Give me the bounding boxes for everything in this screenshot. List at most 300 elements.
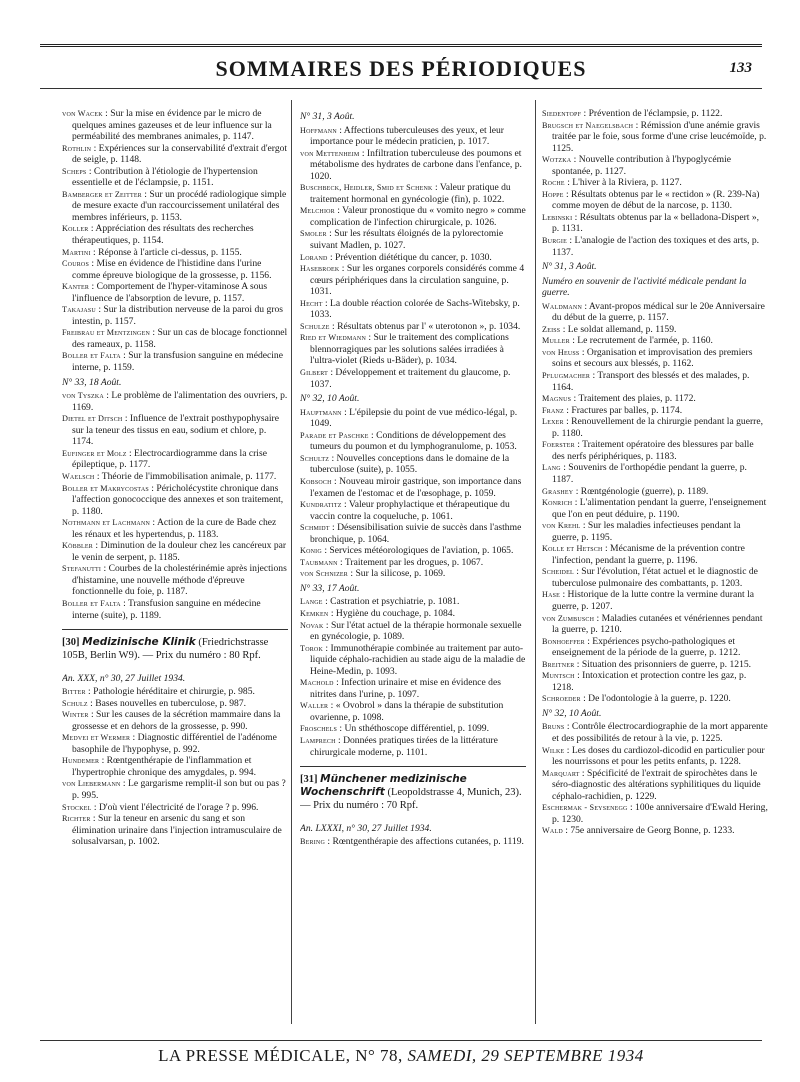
entry-authors: Couros <box>62 259 89 269</box>
entry-title: : Traitement des plaies, p. 1172. <box>571 393 696 405</box>
entry-title: : Sur les maladies infectieuses pendant la guerre, p. 1195. <box>552 520 741 543</box>
entry-authors: Freibrau et Mentzingen <box>62 328 150 338</box>
entry-authors: Foerster <box>542 440 575 450</box>
columns <box>62 108 774 1033</box>
article-entry <box>542 670 768 693</box>
entry-title: : Rœntgenthérapie des affections cutanées, p. 1119. <box>325 836 524 848</box>
entry-title: : La double réaction colorée de Sachs-Witebsky, p. 1033. <box>310 297 520 321</box>
entry-title: : Sur la distribution nerveuse de la paroi du gros intestin, p. 1157. <box>72 304 283 327</box>
article-entry <box>300 499 526 522</box>
entry-title: : Expériences sur la conservabilité d'extrait d'ergot de seigle, p. 1148. <box>72 142 288 166</box>
entry-title: : Résultats obtenus par l' « uterotonon », p. 1034. <box>329 320 521 332</box>
entry-title: : Prévention de l'éclampsie, p. 1122. <box>581 108 723 119</box>
article-entry <box>542 301 768 324</box>
article-entry <box>300 148 526 183</box>
article-entry <box>542 120 768 155</box>
article-entry <box>62 350 288 373</box>
entry-authors: Roche <box>542 178 565 188</box>
entry-authors: von Zumbusch <box>542 613 595 623</box>
entry-title: : Castration et psychiatrie, p. 1081. <box>322 596 460 608</box>
article-entry <box>542 659 768 671</box>
article-entry <box>300 321 526 333</box>
entry-authors: Eufinger et Molz <box>62 448 127 458</box>
entry-authors: Richter <box>62 814 91 824</box>
entry-title: : Sur les résultats éloignés de la pylorectomie suivant Madlen, p. 1027. <box>310 228 504 252</box>
article-entry <box>300 125 526 148</box>
entry-title: : Sur la transfusion sanguine en médecine interne, p. 1159. <box>72 350 283 374</box>
issue-heading: An. LXXXI, n° 30, 27 Juillet 1934. <box>300 822 432 834</box>
entry-authors: von Liebermann <box>62 779 121 789</box>
entry-authors: Smoler <box>300 229 327 239</box>
issue-heading: N° 32, 10 Août. <box>300 393 360 405</box>
entry-title: : Bases nouvelles en tuberculose, p. 987. <box>87 697 247 709</box>
entry-title: : Sur les organes corporels considérés comme 4 cœurs périphériques dans la circulation sanguine, p. 1031. <box>310 263 525 298</box>
article-entry <box>542 416 768 439</box>
article-entry <box>62 517 288 540</box>
article-entry <box>542 370 768 393</box>
entry-title: : Fractures par balles, p. 1174. <box>563 404 683 416</box>
entry-title: : Courbes de la cholestérinémie après injections d'histamine, une nouvelle méthode d'épreuve fonctionnelle du foie, p. 1187. <box>72 563 287 598</box>
entry-authors: Koller <box>62 224 89 234</box>
article-entry <box>542 825 768 837</box>
article-entry <box>542 745 768 768</box>
entry-authors: Froschels <box>300 724 338 734</box>
journal-number: [31] <box>300 774 321 786</box>
entry-authors: Schulze <box>300 321 330 331</box>
article-entry <box>542 497 768 520</box>
article-entry <box>300 407 526 430</box>
entry-authors: Kolle et Hetsch <box>542 544 603 554</box>
entry-authors: Konrich <box>542 498 573 508</box>
article-entry <box>62 247 288 259</box>
entry-authors: Lexer <box>542 417 564 427</box>
entry-authors: Konig <box>300 546 322 556</box>
article-entry <box>62 698 288 710</box>
entry-authors: Waldmann <box>542 301 582 311</box>
entry-title: : Développement et traitement du glaucome, p. 1037. <box>310 367 511 390</box>
entry-title: : Conditions de développement des tumeurs du poumon et du lymphogranulome, p. 1053. <box>310 429 517 453</box>
entry-authors: Gilbert <box>300 368 328 378</box>
entry-title: : Sur un procédé radiologique simple de mesure exacte d'un raccourcissement unilatéral des membres inférieurs, p. 1153. <box>72 188 287 223</box>
entry-title: : Traitement opératoire des blessures par balle des nerfs périphériques, p. 1183. <box>552 439 754 462</box>
article-entry <box>300 522 526 545</box>
entry-title: : Action de la cure de Bade chez les rénaux et les hypertendus, p. 1183. <box>72 517 277 540</box>
entry-authors: Wald <box>542 826 563 836</box>
entry-authors: Buschbeck, Heidler, Smid et Schenk <box>300 183 433 193</box>
article-entry <box>300 332 526 367</box>
entry-title: : Nouveau miroir gastrique, son importance dans l'examen de l'estomac et de l'œsophage, p. 1059. <box>310 475 522 499</box>
issue-heading: N° 33, 18 Août. <box>62 376 122 388</box>
entry-authors: Schulz <box>62 698 88 708</box>
entry-title: : Le gargarisme remplit-il son but ou pas ? p. 995. <box>72 778 286 802</box>
entry-title: : Sur l'état actuel de la thérapie hormonale sexuelle en gynécologie, p. 1089. <box>310 619 522 643</box>
entry-authors: Brugsch et Naegelsbach <box>542 120 634 130</box>
article-entry <box>62 755 288 778</box>
article-entry <box>62 327 288 350</box>
article-entry <box>300 557 526 569</box>
entry-authors: Medvei et Wermer <box>62 733 131 743</box>
entry-authors: Wilke <box>542 745 565 755</box>
entry-authors: Kobsoch <box>300 476 332 486</box>
page-header <box>40 56 762 86</box>
journal-section-heading <box>62 629 288 662</box>
article-entry <box>300 735 526 758</box>
article-entry <box>62 390 288 413</box>
header-rule <box>40 88 762 89</box>
article-entry <box>542 177 768 189</box>
article-entry <box>62 709 288 732</box>
entry-title: : « Ovobrol » dans la thérapie de substitution ovarienne, p. 1098. <box>310 700 504 723</box>
page-title: SOMMAIRES DES PÉRIODIQUES <box>215 56 587 81</box>
column-left <box>62 108 288 1033</box>
entry-title: : Sur la teneur en arsenic du sang et son élimination urinaire dans l'injection intramusculaire de solusalvarsan, p. 1002. <box>72 813 282 848</box>
article-entry <box>62 540 288 563</box>
article-entry <box>62 448 288 471</box>
entry-title: : Le problème de l'alimentation des ouvriers, p. 1169. <box>72 390 288 413</box>
entry-authors: Muntsch <box>542 671 575 681</box>
entry-authors: Hecht <box>300 298 323 308</box>
entry-authors: Schultz <box>300 453 330 463</box>
article-entry <box>542 324 768 336</box>
article-entry <box>62 413 288 448</box>
entry-authors: Burgie <box>542 236 567 246</box>
entry-authors: Bering <box>300 837 325 847</box>
entry-authors: Dietel et Ditsch <box>62 414 123 424</box>
column-right <box>542 108 768 1033</box>
article-entry <box>62 223 288 246</box>
entry-title: : Immunothérapie combinée au traitement par auto-liquide céphalo-rachidien au stade aigu de la maladie de Heine-Medin, p. 1093. <box>310 642 526 677</box>
article-entry <box>542 589 768 612</box>
article-entry <box>62 258 288 281</box>
entry-title: : Rœntgenthérapie de l'inflammation et l'hypertrophie chronique des amygdales, p. 994. <box>72 755 256 778</box>
article-entry <box>300 430 526 453</box>
entry-title: : Les doses du cardiozol-dicodid en particulier pour les nourrissons et pour les petits enfants, p. 1228. <box>552 744 765 768</box>
entry-title: : Rœntgénologie (guerre), p. 1189. <box>573 485 709 497</box>
article-entry <box>62 143 288 166</box>
entry-title: : L'analogie de l'action des toxiques et des arts, p. 1137. <box>552 235 760 258</box>
article-entry <box>62 563 288 598</box>
entry-title: : Renouvellement de la chirurgie pendant la guerre, p. 1180. <box>552 416 764 439</box>
entry-title: : Spécificité de l'extrait de spirochètes dans le séro-diagnostic des altérations syphilitiques du liquide céphalo-rachidien, p. 1229. <box>552 767 761 802</box>
article-entry <box>62 304 288 327</box>
article-entry <box>542 693 768 705</box>
issue-heading: N° 31, 3 Août. <box>300 111 355 122</box>
entry-title: : Le recrutement de l'armée, p. 1160. <box>569 335 713 347</box>
entry-authors: Hundemer <box>62 756 100 766</box>
entry-title: : Prévention diététique du cancer, p. 1030. <box>327 251 492 263</box>
article-entry <box>542 613 768 636</box>
article-entry <box>300 700 526 723</box>
article-entry <box>300 608 526 620</box>
article-entry <box>300 677 526 700</box>
article-entry <box>300 568 526 580</box>
entry-authors: Novak <box>300 620 324 630</box>
entry-authors: Bonhoeffer <box>542 636 585 646</box>
entry-authors: Torok <box>300 643 324 653</box>
entry-title: : Infection urinaire et mise en évidence des nitrites dans l'urine, p. 1097. <box>310 677 501 700</box>
entry-authors: Breitner <box>542 659 575 669</box>
entry-title: : Transport des blessés et des malades, p. 1164. <box>552 370 750 393</box>
entry-authors: Boller et Makrycostas <box>62 483 149 493</box>
entry-authors: Winter <box>62 710 89 720</box>
article-entry <box>542 721 768 744</box>
article-entry <box>62 281 288 304</box>
article-entry <box>300 723 526 735</box>
entry-authors: von Wacek <box>62 109 103 118</box>
article-entry <box>62 166 288 189</box>
entry-authors: Kemken <box>300 608 329 618</box>
entry-authors: Lorand <box>300 252 328 262</box>
entry-title: : Services météorologiques de l'aviation, p. 1065. <box>321 545 514 557</box>
entry-title: : Situation des prisonniers de guerre, p. 1215. <box>574 658 752 670</box>
entry-title: : 100e anniversaire d'Ewald Hering, p. 1230. <box>552 802 768 825</box>
entry-authors: von Krehl <box>542 521 581 531</box>
entry-authors: Hasebroek <box>300 264 340 274</box>
entry-title: : Sur l'évolution, l'état actuel et le diagnostic de tuberculose pulmonaire des combattants, p. 1203. <box>552 566 758 589</box>
top-rule <box>40 44 762 50</box>
entry-authors: Bruns <box>542 722 565 732</box>
article-entry <box>542 347 768 370</box>
footer-journal: LA PRESSE MÉDICALE, N° 78, <box>158 1046 408 1065</box>
entry-title: : Péricholécystite chronique dans l'affection gonococcique des annexes et son traitement, p. 1180. <box>72 482 284 517</box>
entry-authors: von Schnizer <box>300 569 348 579</box>
entry-authors: Scheidel <box>542 567 574 577</box>
entry-title: : L'alimentation pendant la guerre, l'enseignement que l'on en peut déduire, p. 1190. <box>552 497 767 520</box>
entry-title: : Théorie de l'immobilisation animale, p. 1177. <box>94 470 277 482</box>
entry-title: : 75e anniversaire de Georg Bonne, p. 1233. <box>562 825 735 837</box>
journal-name: Medizinische Klinik <box>82 636 196 649</box>
article-entry <box>300 205 526 228</box>
entry-title: : Pathologie héréditaire et chirurgie, p. 985. <box>85 686 255 698</box>
column-middle <box>300 108 526 1033</box>
entry-authors: Wotzka <box>542 155 572 165</box>
article-entry <box>542 462 768 485</box>
issue-heading: An. XXX, n° 30, 27 Juillet 1934. <box>62 672 186 684</box>
entry-authors: Pflugmacher <box>542 371 591 381</box>
journal-section-heading <box>300 766 526 812</box>
entry-title: : Affections tuberculeuses des yeux, et leur importance pour le médecin praticien, p. 1017. <box>310 124 504 148</box>
entry-authors: Grashey <box>542 486 574 496</box>
entry-authors: Magnus <box>542 394 572 404</box>
entry-authors: Hoffmann <box>300 125 337 135</box>
article-entry <box>542 405 768 417</box>
issue-heading: Numéro en souvenir de l'activité médicale pendant la guerre. <box>542 275 747 299</box>
entry-title: : Comportement de l'hyper-vitaminose A sous l'influence de l'absorption de levure, p. 1157. <box>72 281 268 304</box>
entry-title: : Souvenirs de l'orthopédie pendant la guerre, p. 1187. <box>552 462 747 485</box>
entry-authors: Boller et Falta <box>62 598 121 608</box>
entry-authors: Bitter <box>62 687 86 697</box>
article-entry <box>300 620 526 643</box>
article-entry <box>542 108 768 120</box>
entry-authors: Bamberger et Zeitter <box>62 189 142 199</box>
page-footer <box>40 1046 762 1066</box>
article-entry <box>62 189 288 224</box>
article-entry <box>62 471 288 483</box>
article-entry <box>300 453 526 476</box>
entry-authors: Lebinski <box>542 212 573 222</box>
entry-authors: Stefanutti <box>62 564 102 574</box>
article-entry <box>62 108 288 143</box>
entry-authors: Waelsch <box>62 471 95 481</box>
entry-title: : Nouvelles conceptions dans le domaine de la tuberculose (suite), p. 1055. <box>310 452 510 476</box>
journal-name: Münchener medizinische Wochenschrift <box>300 773 467 799</box>
entry-authors: Kanter <box>62 282 90 292</box>
entry-authors: Schmidt <box>300 523 330 533</box>
article-entry <box>300 643 526 678</box>
entry-authors: Hauptmann <box>300 407 342 417</box>
entry-title: : Sur le traitement des complications blennorragiques par les solutions salées irradiées à l'ultra-violet (Rieds u-Bäder), p. 1034. <box>310 332 509 367</box>
entry-title: : Sur la silicose, p. 1069. <box>348 568 446 580</box>
entry-authors: von Heuss <box>542 347 580 357</box>
entry-title: : Hygiène du couchage, p. 1084. <box>328 607 456 619</box>
article-entry <box>62 483 288 518</box>
entry-title: : Un sthéthoscope différentiel, p. 1099. <box>337 723 489 735</box>
entry-authors: Ried et Wiedmann <box>300 333 366 343</box>
entry-title: : Sur les causes de la sécrétion mammaire dans la grossesse et en dehors de la grossesse, p. 990. <box>72 709 281 732</box>
entry-title: : Désensibilisation suivie de succès dans l'asthme bronchique, p. 1064. <box>310 522 522 545</box>
journal-number: [30] <box>62 637 83 649</box>
article-entry <box>300 596 526 608</box>
entry-title: : Appréciation des résultats des recherches thérapeutiques, p. 1154. <box>72 223 254 247</box>
entry-title: : Contribution à l'étiologie de l'hypertension essentielle et de l'éclampsie, p. 1151. <box>72 165 258 189</box>
article-entry <box>62 802 288 814</box>
entry-title: : Influence de l'extrait posthypophysaire sur la teneur des tissus en eau, sodium et chlore, p. 1174. <box>72 413 279 448</box>
entry-authors: Lang <box>542 463 561 473</box>
entry-title: : Organisation et improvisation des premiers soins et secours aux blessés, p. 1162. <box>552 346 753 370</box>
article-entry <box>542 439 768 462</box>
entry-title: : Valeur pratique du traitement hormonal en gynécologie (fin), p. 1022. <box>310 182 511 205</box>
entry-authors: Boller et Falta <box>62 351 121 361</box>
entry-authors: Stockel <box>62 802 92 812</box>
article-entry <box>62 686 288 698</box>
entry-authors: Martini <box>62 247 91 257</box>
article-entry <box>300 476 526 499</box>
article-entry <box>542 335 768 347</box>
entry-title: : Nouvelle contribution à l'hypoglycémie spontanée, p. 1127. <box>552 154 731 177</box>
entry-title: : L'épilepsie du point de vue médico-légal, p. 1049. <box>310 406 518 430</box>
entry-authors: von Tyszka <box>62 391 104 401</box>
entry-title: : Intoxication et protection contre les gaz, p. 1218. <box>552 670 747 693</box>
journal-details: (Friedrichstrasse 105B, Berlin W9). — Prix du numéro : 80 Rpf. <box>62 637 269 662</box>
entry-authors: Rothlin <box>62 143 92 153</box>
footer-date: SAMEDI, 29 SEPTEMBRE 1934 <box>407 1046 644 1065</box>
article-entry <box>542 189 768 212</box>
entry-authors: Takajasu <box>62 305 96 315</box>
article-entry <box>542 212 768 235</box>
entry-title: : Mécanisme de la prévention contre l'infection, pendant la guerre, p. 1196. <box>552 543 745 566</box>
entry-authors: Nothmann et Lachmann <box>62 518 151 528</box>
entry-authors: von Mettenheim <box>300 148 360 158</box>
article-entry <box>300 545 526 557</box>
entry-authors: Köbbler <box>62 541 93 551</box>
entry-authors: Melchior <box>300 206 335 216</box>
entry-title: : Electrocardiogramme dans la crise épileptique, p. 1177. <box>72 447 267 471</box>
entry-title: : Contrôle électrocardiographie de la mort apparente et des possibilités de retour à la vie, p. 1225. <box>552 721 768 744</box>
article-entry <box>300 252 526 264</box>
entry-authors: Lange <box>300 597 323 607</box>
article-entry <box>300 367 526 390</box>
entry-title: : D'où vient l'électricité de l'orage ? p. 996. <box>91 801 259 813</box>
article-entry <box>300 263 526 298</box>
entry-authors: Siedentopf <box>542 109 582 118</box>
entry-title: : Valeur prophylactique et thérapeutique du vaccin contre la coqueluche, p. 1061. <box>310 499 510 522</box>
entry-title: : De l'odontologie à la guerre, p. 1220. <box>580 693 731 705</box>
entry-title: : Historique de la lutte contre la vermine durant la guerre, p. 1207. <box>552 589 755 612</box>
entry-title: : Mise en évidence de l'histidine dans l'urine comme épreuve biologique de la grossesse, p. 1156. <box>72 258 272 281</box>
entry-title: : Infiltration tuberculeuse des poumons et métabolisme des hydrates de carbone dans l'enfance, p. 1020. <box>310 147 522 182</box>
article-entry <box>542 486 768 498</box>
footer-rule <box>40 1040 762 1041</box>
entry-title: : Sur la mise en évidence par le micro de quelques amines gazeuses et de leur influence sur la perméabilité des membranes animales, p. 1147. <box>72 108 272 143</box>
article-entry <box>62 778 288 801</box>
entry-authors: Hoppe <box>542 189 564 199</box>
entry-title: : Rémission d'une anémie gravis traitée par le foie, sous forme d'une crise leucémoïde, p. 1125. <box>552 119 767 154</box>
entry-title: : Diminution de la douleur chez les cancéreux par le venin de serpent, p. 1185. <box>72 540 287 563</box>
article-entry <box>542 235 768 258</box>
entry-title: : Avant-propos médical sur le 20e Anniversaire du début de la guerre, p. 1157. <box>552 300 765 324</box>
article-entry <box>300 182 526 205</box>
article-entry <box>542 393 768 405</box>
article-entry <box>542 636 768 659</box>
entry-authors: Eschermak - Seysenegg <box>542 803 628 813</box>
entry-authors: Taubmann <box>300 557 338 567</box>
page-number: 133 <box>729 60 752 76</box>
entry-authors: Waller <box>300 701 329 711</box>
entry-title: : Réponse à l'article ci-dessus, p. 1155. <box>90 246 242 258</box>
entry-title: : L'hiver à la Riviera, p. 1127. <box>564 177 682 189</box>
entry-authors: Franz <box>542 405 564 415</box>
entry-title: : Diagnostic différentiel de l'adénome basophile de l'hypophyse, p. 992. <box>72 732 277 755</box>
issue-heading: N° 32, 10 Août. <box>542 707 602 719</box>
entry-title: : Le soldat allemand, p. 1159. <box>560 323 677 335</box>
entry-title: : Résultats obtenus par le « rectidon » (R. 239-Na) comme moyen de début de la narcose, p. 1130. <box>552 188 760 212</box>
issue-heading: N° 31, 3 Août. <box>542 261 597 273</box>
entry-authors: Lamprech <box>300 735 336 745</box>
entry-title: : Transfusion sanguine en médecine interne (suite), p. 1189. <box>72 597 261 621</box>
entry-authors: Parade et Paschke <box>300 430 369 440</box>
entry-authors: Marquart <box>542 768 580 778</box>
entry-title: : Expériences psycho-pathologiques et enseignement de la période de la guerre, p. 1212. <box>552 635 741 659</box>
article-entry <box>542 543 768 566</box>
entry-authors: Machold <box>300 678 334 688</box>
journal-details: (Leopoldstrasse 4, Munich, 23). — Prix du numéro : 70 Rpf. <box>300 787 522 812</box>
article-entry <box>542 802 768 825</box>
entry-authors: Muller <box>542 336 570 346</box>
entry-authors: Hase <box>542 590 561 600</box>
article-entry <box>62 813 288 848</box>
entry-authors: Scheps <box>62 166 87 176</box>
entry-title: : Traitement par les drogues, p. 1067. <box>337 556 484 568</box>
entry-title: : Sur un cas de blocage fonctionnel des rameaux, p. 1158. <box>72 327 288 350</box>
article-entry <box>542 566 768 589</box>
entry-authors: Zeiss <box>542 324 561 334</box>
entry-title: : Données pratiques tirées de la littérature chirurgicale moderne, p. 1101. <box>310 734 498 758</box>
article-entry <box>542 520 768 543</box>
article-entry <box>542 154 768 177</box>
entry-title: : Maladies cutanées et vénériennes pendant la guerre, p. 1210. <box>552 612 763 636</box>
entry-title: : Valeur pronostique du « vomito negro » comme complication de l'infection chirurgicale, p. 1026. <box>310 205 526 228</box>
entry-authors: Schroeder <box>542 694 581 704</box>
issue-heading: N° 33, 17 Août. <box>300 582 360 594</box>
article-entry <box>300 836 526 848</box>
article-entry <box>300 298 526 321</box>
article-entry <box>300 228 526 251</box>
entry-title: : Résultats obtenus par la « belladona-Dispert », p. 1131. <box>552 211 760 235</box>
article-entry <box>62 732 288 755</box>
article-entry <box>62 598 288 621</box>
article-entry <box>542 768 768 803</box>
entry-authors: Kundratitz <box>300 500 342 510</box>
